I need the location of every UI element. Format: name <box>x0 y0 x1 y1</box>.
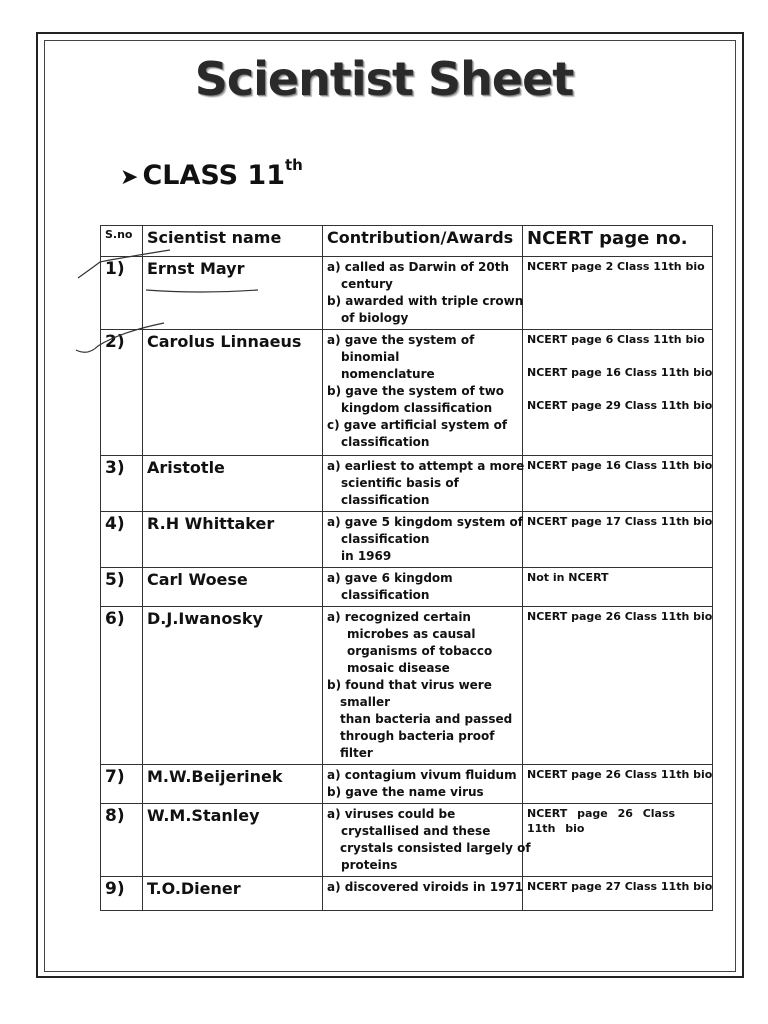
table-row <box>101 804 713 877</box>
cell-sno: 2) <box>101 330 143 456</box>
cell-ncert-page <box>523 257 713 330</box>
table-row <box>101 512 713 568</box>
contribution-line: a) gave 5 kingdom system of <box>327 515 523 529</box>
ncert-reference: NCERT page 26 Class 11th bio <box>527 768 713 781</box>
cell-sno: 6) <box>101 607 143 765</box>
class-heading-text: CLASS 11 <box>142 160 286 191</box>
contribution-line: a) recognized certain <box>327 610 471 624</box>
contribution-line: a) gave 6 kingdom <box>327 571 453 585</box>
cell-ncert-page <box>523 877 713 911</box>
cell-sno: 9) <box>101 877 143 911</box>
ncert-reference: NCERT page 26 Class 11th bio <box>527 807 676 835</box>
contribution-line: organisms of tobacco <box>347 644 493 658</box>
ncert-reference: NCERT page 17 Class 11th bio <box>527 515 713 528</box>
cell-contribution <box>323 804 531 877</box>
ncert-reference: NCERT page 26 Class 11th bio <box>527 610 713 623</box>
table-row <box>101 456 713 512</box>
table-row <box>101 607 713 765</box>
contribution-line: nomenclature <box>341 367 435 381</box>
contribution-line: classification <box>341 493 430 507</box>
cell-ncert-page <box>523 607 713 765</box>
contribution-line: b) gave the name virus <box>327 785 484 799</box>
contribution-line: a) viruses could be <box>327 807 456 821</box>
contribution-line: classification <box>341 435 430 449</box>
ncert-reference: NCERT page 27 Class 11th bio <box>527 880 713 893</box>
cell-sno: 8) <box>101 804 143 877</box>
ncert-reference: NCERT page 2 Class 11th bio <box>527 260 705 273</box>
contribution-line: than bacteria and passed <box>340 712 513 726</box>
contribution-line: proteins <box>341 858 398 872</box>
ncert-reference: NCERT page 16 Class 11th bio <box>527 459 713 472</box>
class-heading-sup: th <box>285 156 303 174</box>
cell-scientist-name: Carolus Linnaeus <box>143 330 323 456</box>
cell-scientist-name: D.J.Iwanosky <box>143 607 323 765</box>
page-title: Scientist Sheet <box>194 52 574 106</box>
contribution-line: filter <box>340 746 373 760</box>
cell-ncert-page <box>523 568 713 607</box>
contribution-line: c) gave artificial system of <box>327 418 508 432</box>
cell-ncert-page <box>523 512 713 568</box>
table-row <box>101 257 713 330</box>
contribution-line: a) contagium vivum fluidum <box>327 768 517 782</box>
cell-scientist-name: M.W.Beijerinek <box>143 765 323 804</box>
scientist-table <box>100 225 713 911</box>
table-header-row <box>101 226 713 257</box>
cell-contribution <box>323 765 523 804</box>
arrow-bullet-icon: ➤ <box>120 165 139 190</box>
contribution-line: kingdom classification <box>341 401 493 415</box>
contribution-line: a) gave the system of <box>327 333 475 347</box>
header-scientist-name: Scientist name <box>143 226 323 257</box>
ncert-reference: NCERT page 29 Class 11th bio <box>527 399 713 412</box>
cell-scientist-name: Carl Woese <box>143 568 323 607</box>
ncert-reference: NCERT page 16 Class 11th bio <box>527 366 713 379</box>
table-row <box>101 330 713 456</box>
contribution-line: classification <box>341 532 430 546</box>
cell-contribution <box>323 456 523 512</box>
table-row <box>101 765 713 804</box>
cell-ncert-page <box>523 765 713 804</box>
ncert-reference: Not in NCERT <box>527 571 609 584</box>
header-sno: S.no <box>101 226 143 257</box>
cell-ncert-page <box>523 330 713 456</box>
cell-contribution <box>323 330 523 456</box>
cell-scientist-name: W.M.Stanley <box>143 804 323 877</box>
class-heading <box>120 156 303 191</box>
table-row <box>101 568 713 607</box>
cell-sno: 3) <box>101 456 143 512</box>
cell-scientist-name: Aristotle <box>143 456 323 512</box>
contribution-line: b) awarded with triple crown <box>327 294 524 308</box>
contribution-line: in 1969 <box>341 549 392 563</box>
contribution-line: classification <box>341 588 430 602</box>
cell-contribution <box>323 257 523 330</box>
contribution-line: through bacteria proof <box>340 729 495 743</box>
cell-ncert-page <box>523 456 713 512</box>
cell-ncert-page <box>523 804 713 877</box>
contribution-line: century <box>341 277 393 291</box>
cell-sno: 7) <box>101 765 143 804</box>
cell-sno: 1) <box>101 257 143 330</box>
contribution-line: microbes as causal <box>347 627 476 641</box>
cell-sno: 4) <box>101 512 143 568</box>
contribution-line: crystals consisted largely of <box>340 841 531 855</box>
header-contribution: Contribution/Awards <box>323 226 523 257</box>
cell-scientist-name: T.O.Diener <box>143 877 323 911</box>
contribution-line: b) found that virus were <box>327 678 492 692</box>
contribution-line: a) earliest to attempt a more <box>327 459 525 473</box>
cell-sno: 5) <box>101 568 143 607</box>
cell-contribution <box>323 568 523 607</box>
contribution-line: scientific basis of <box>341 476 459 490</box>
contribution-line: mosaic disease <box>347 661 450 675</box>
contribution-line: b) gave the system of two <box>327 384 505 398</box>
contribution-line: binomial <box>341 350 400 364</box>
contribution-line: crystallised and these <box>341 824 491 838</box>
cell-contribution <box>323 877 523 911</box>
cell-contribution <box>323 607 523 765</box>
header-ncert-page: NCERT page no. <box>523 226 713 257</box>
contribution-line: a) discovered viroids in 1971 <box>327 880 524 894</box>
contribution-line: of biology <box>341 311 409 325</box>
cell-scientist-name: R.H Whittaker <box>143 512 323 568</box>
cell-scientist-name: Ernst Mayr <box>143 257 323 330</box>
ncert-reference: NCERT page 6 Class 11th bio <box>527 333 705 346</box>
cell-contribution <box>323 512 523 568</box>
table-row <box>101 877 713 911</box>
contribution-line: smaller <box>340 695 391 709</box>
contribution-line: a) called as Darwin of 20th <box>327 260 510 274</box>
